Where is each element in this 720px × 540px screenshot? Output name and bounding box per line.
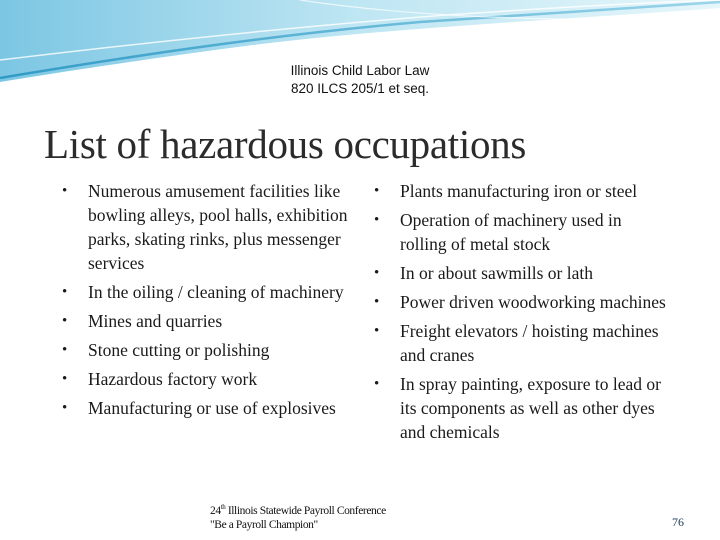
- list-item: • Numerous amusement facilities like bowling alleys, pool halls, exhibition parks, skating rinks, plus messenger services: [60, 179, 360, 275]
- header-line-1: Illinois Child Labor Law: [290, 63, 430, 78]
- right-column: [372, 179, 672, 449]
- list-item: • Manufacturing or use of explosives: [60, 396, 360, 420]
- right-bullet-list: [372, 179, 672, 444]
- slide-footer: [210, 500, 386, 532]
- list-item: • Freight elevators / hoisting machines and cranes: [372, 319, 672, 367]
- list-item: • In the oiling / cleaning of machinery: [60, 280, 360, 304]
- footer-ordinal-suffix: th: [220, 503, 226, 511]
- list-item: • Power driven woodworking machines: [372, 290, 672, 314]
- footer-conference-name: Illinois Statewide Payroll Conference: [225, 504, 386, 517]
- list-item: • In or about sawmills or lath: [372, 261, 672, 285]
- list-item: • Mines and quarries: [60, 309, 360, 333]
- list-item: • Hazardous factory work: [60, 367, 360, 391]
- left-column: [60, 179, 360, 425]
- slide-header: [0, 62, 720, 98]
- slide-title: List of hazardous occupations: [44, 121, 527, 167]
- page-number: 76: [672, 515, 684, 529]
- list-item: • Stone cutting or polishing: [60, 338, 360, 362]
- footer-line-2: "Be a Payroll Champion": [210, 518, 318, 531]
- footer-line-1: [210, 500, 386, 518]
- left-bullet-list: [60, 179, 360, 420]
- footer-ordinal-number: 24: [210, 504, 221, 517]
- header-line-2: 820 ILCS 205/1 et seq.: [290, 81, 430, 96]
- list-item: • Plants manufacturing iron or steel: [372, 179, 672, 203]
- list-item: • In spray painting, exposure to lead or its components as well as other dyes and chemicals: [372, 372, 672, 444]
- list-item: • Operation of machinery used in rolling of metal stock: [372, 208, 672, 256]
